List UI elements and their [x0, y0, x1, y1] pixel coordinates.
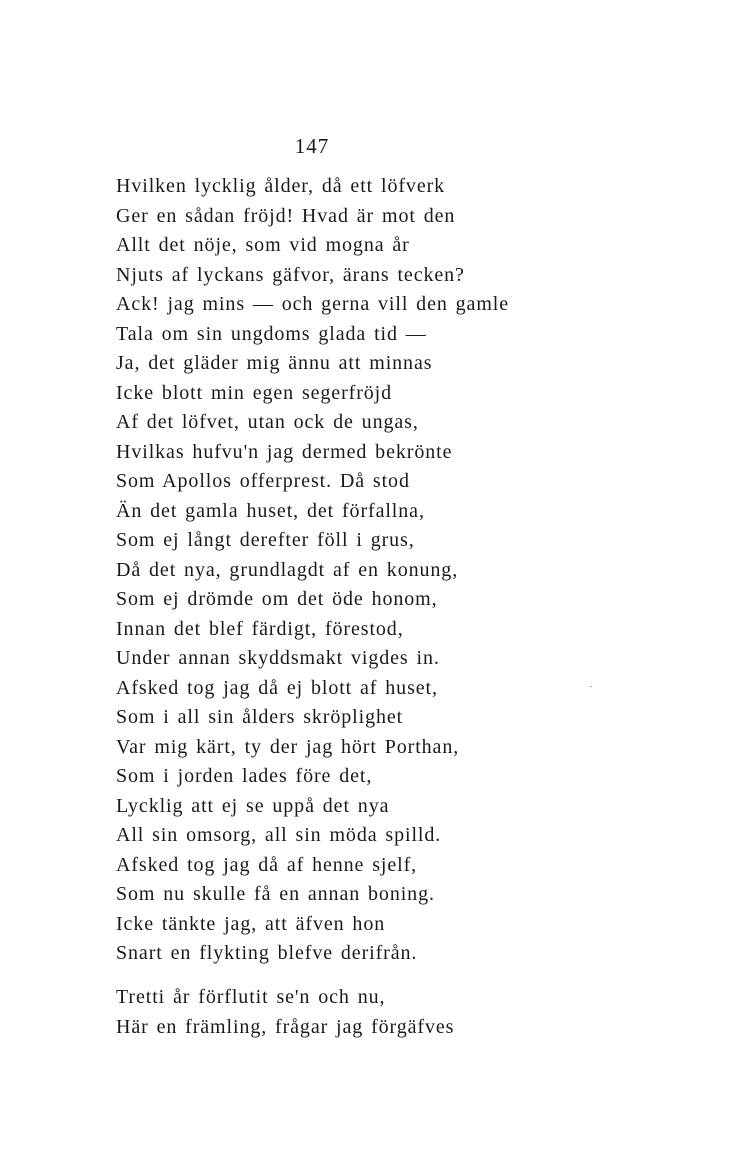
poem-line: Njuts af lyckans gäfvor, ärans tecken?	[116, 263, 465, 286]
poem-line: Ger en sådan fröjd! Hvad är mot den	[116, 204, 456, 227]
page-number: 147	[294, 134, 330, 158]
poem-line: Ack! jag mins — och gerna vill den gamle	[116, 293, 510, 315]
poem-line: Hvilken lycklig ålder, då ett löfverk	[116, 175, 446, 197]
poem-line: Hvilkas hufvu'n jag dermed bekrönte	[116, 440, 453, 463]
poem-line: Tretti år förflutit se'n och nu,	[116, 986, 386, 1008]
poem-line: Var mig kärt, ty der jag hört Porthan,	[116, 735, 460, 758]
stanza-1	[116, 172, 509, 969]
poem-line: Tala om sin ungdoms glada tid —	[116, 322, 427, 345]
poem-line: Som ej drömde om det öde honom,	[116, 588, 438, 610]
poem-line: Som nu skulle få en annan boning.	[116, 883, 435, 905]
poem-line: Afsked tog jag då af henne sjelf,	[116, 853, 418, 876]
poem-line: Då det nya, grundlagdt af en konung,	[116, 558, 459, 581]
poem-line: Ja, det gläder mig ännu att minnas	[116, 352, 433, 374]
poem-line: Som ej långt derefter föll i grus,	[116, 529, 415, 551]
poem-line: Snart en flykting blefve derifrån.	[116, 942, 418, 964]
poem-line: Än det gamla huset, det förfallna,	[116, 499, 425, 522]
poem-line: Under annan skyddsmakt vigdes in.	[116, 647, 440, 669]
poem-line: Som i all sin ålders skröplighet	[116, 706, 404, 728]
poem-line: Af det löfvet, utan ock de ungas,	[116, 411, 419, 433]
ink-speck	[590, 686, 592, 687]
poem-line: All sin omsorg, all sin möda spilld.	[116, 824, 442, 846]
poem-line: Icke blott min egen segerfröjd	[116, 381, 393, 404]
poem-line: Lycklig att ej se uppå det nya	[116, 794, 390, 817]
poem-line: Som Apollos offerprest. Då stod	[116, 470, 410, 492]
poem-line: Allt det nöje, som vid mogna år	[116, 234, 410, 256]
poem-line: Innan det blef färdigt, förestod,	[116, 617, 404, 640]
poem-line: Som i jorden lades före det,	[116, 765, 373, 787]
poem-line: Här en främling, frågar jag förgäfves	[116, 1015, 455, 1038]
poem-line: Icke tänkte jag, att äfven hon	[116, 912, 386, 935]
stanza-2	[116, 983, 454, 1042]
poem-line: Afsked tog jag då ej blott af huset,	[116, 676, 438, 699]
